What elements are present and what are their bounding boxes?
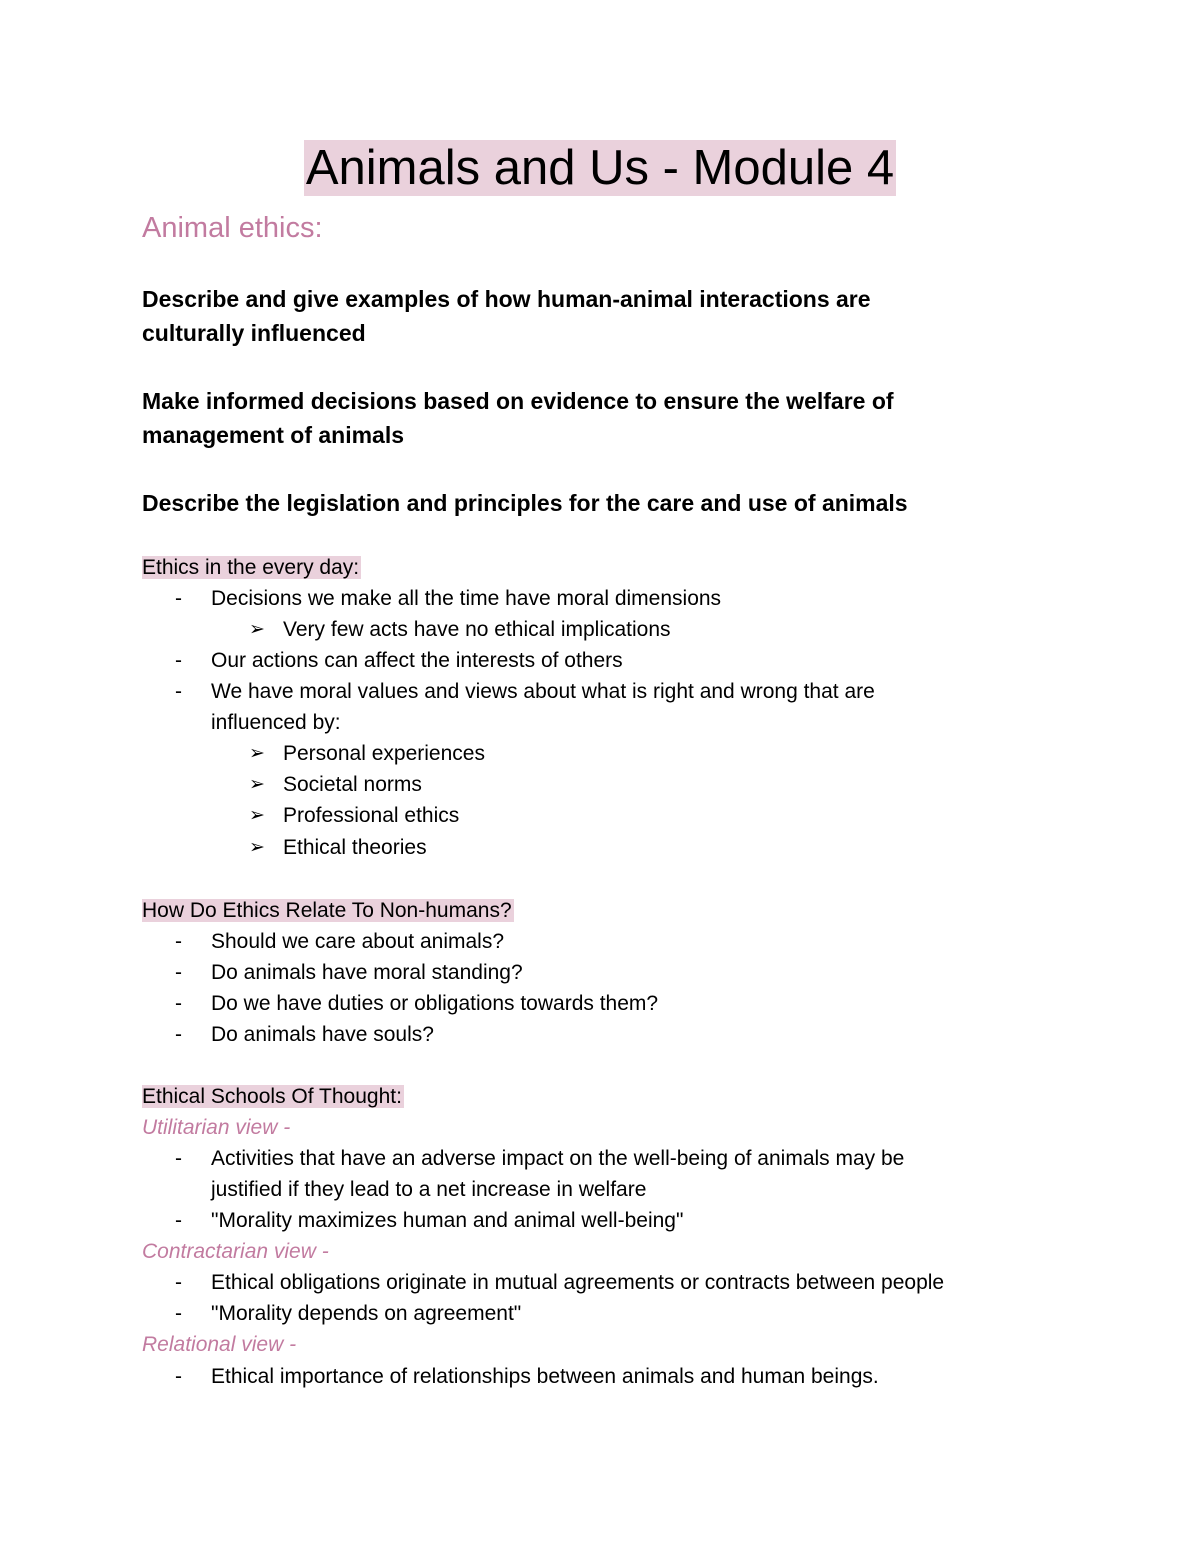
subtitle: Animal ethics: xyxy=(142,212,323,244)
page-title: Animals and Us - Module 4 xyxy=(305,141,895,195)
objective-line: management of animals xyxy=(142,422,405,448)
dash-bullet: - xyxy=(175,1023,182,1046)
list-item: Ethical importance of relationships between animals and human beings. xyxy=(211,1365,879,1388)
list-item: Do animals have souls? xyxy=(211,1023,434,1046)
list-item: "Morality maximizes human and animal well-being" xyxy=(211,1209,684,1232)
sub-list-item: Societal norms xyxy=(283,773,422,796)
list-item: Do we have duties or obligations towards them? xyxy=(211,992,659,1015)
sub-list-item: Professional ethics xyxy=(283,804,460,827)
objective-line: Make informed decisions based on evidence to ensure the welfare of xyxy=(142,388,894,414)
section-heading xyxy=(142,1083,404,1111)
arrow-bullet-icon: ➢ xyxy=(249,743,265,764)
list-item: "Morality depends on agreement" xyxy=(211,1302,522,1325)
dash-bullet: - xyxy=(175,1209,182,1232)
dash-bullet: - xyxy=(175,1302,182,1325)
arrow-bullet-icon: ➢ xyxy=(249,619,265,640)
list-item: Activities that have an adverse impact on the well-being of animals may be xyxy=(211,1147,905,1170)
list-item: Should we care about animals? xyxy=(211,930,505,953)
arrow-bullet-icon: ➢ xyxy=(249,774,265,795)
dash-bullet: - xyxy=(175,649,182,672)
section-heading-ethics-everyday: Ethics in the every day: xyxy=(142,556,360,579)
title-container xyxy=(0,140,1200,196)
section-heading-non-humans: How Do Ethics Relate To Non-humans? xyxy=(142,899,512,922)
dash-bullet: - xyxy=(175,680,182,703)
dash-bullet: - xyxy=(175,1271,182,1294)
objective-line: Describe the legislation and principles for the care and use of animals xyxy=(142,490,908,516)
arrow-bullet-icon: ➢ xyxy=(249,805,265,826)
list-item: Do animals have moral standing? xyxy=(211,961,523,984)
view-name-contractarian: Contractarian view - xyxy=(142,1240,329,1263)
sub-list-item: Ethical theories xyxy=(283,836,427,859)
view-name-utilitarian: Utilitarian view - xyxy=(142,1116,291,1139)
list-item-continuation: influenced by: xyxy=(211,711,341,734)
sub-list-item: Personal experiences xyxy=(283,742,485,765)
list-item: Our actions can affect the interests of others xyxy=(211,649,623,672)
dash-bullet: - xyxy=(175,930,182,953)
dash-bullet: - xyxy=(175,992,182,1015)
view-name-relational: Relational view - xyxy=(142,1333,297,1356)
arrow-bullet-icon: ➢ xyxy=(249,837,265,858)
dash-bullet: - xyxy=(175,1147,182,1170)
objective-line: culturally influenced xyxy=(142,320,366,346)
section-heading-schools-of-thought: Ethical Schools Of Thought: xyxy=(142,1085,402,1108)
list-item: We have moral values and views about what is right and wrong that are xyxy=(211,680,875,703)
dash-bullet: - xyxy=(175,1365,182,1388)
list-item-continuation: justified if they lead to a net increase in welfare xyxy=(211,1178,647,1201)
dash-bullet: - xyxy=(175,587,182,610)
section-heading xyxy=(142,554,361,582)
list-item: Ethical obligations originate in mutual agreements or contracts between people xyxy=(211,1271,945,1294)
list-item: Decisions we make all the time have moral dimensions xyxy=(211,587,722,610)
section-heading xyxy=(142,897,514,925)
objective-line: Describe and give examples of how human-animal interactions are xyxy=(142,286,871,312)
dash-bullet: - xyxy=(175,961,182,984)
sub-list-item: Very few acts have no ethical implications xyxy=(283,618,671,641)
